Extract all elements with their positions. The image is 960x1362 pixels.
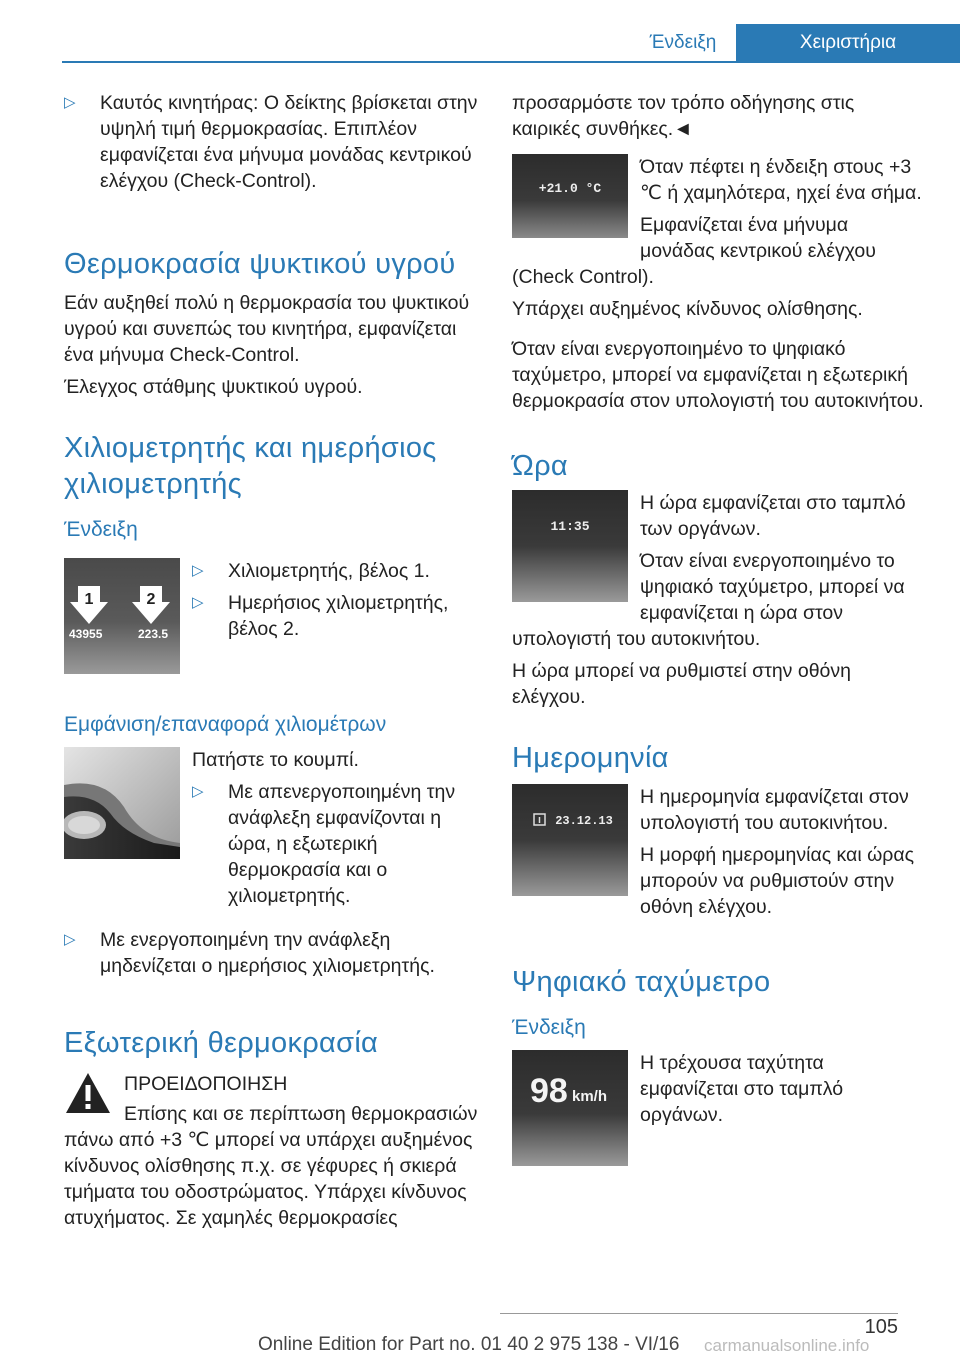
watermark: carmanualsonline.info bbox=[704, 1336, 870, 1355]
page-number: 105 bbox=[864, 1316, 898, 1338]
reset-button-image bbox=[64, 747, 180, 859]
time-figure bbox=[512, 490, 628, 607]
triangle-bullet-icon: ▷ bbox=[192, 783, 204, 800]
temp-text-2: Εμφανίζεται ένα μήνυμα μονάδας κεντρικού ελέγχου (Check Control). bbox=[512, 214, 876, 288]
coolant-text-2: Έλεγχος στάθμης ψυκτικού υγρού. bbox=[64, 376, 363, 398]
bullet-hot-engine: ▷ Καυτός κινητήρας: Ο δείκτης βρίσκεται στην υψηλή τιμή θερμοκρασίας. Επιπλέον εμφανίζεται ένα μήνυμα μονάδας κεντρικού ελέγχου (Check-Control). bbox=[64, 92, 478, 192]
left-column bbox=[64, 90, 478, 1237]
time-text-2: Όταν είναι ενεργοποιημένο το ψηφιακό ταχύμετρο, μπορεί να εμφανίζεται η ώρα στον υπολογιστή του αυτοκινήτου. bbox=[512, 550, 905, 650]
header-tab-controls[interactable]: Χειριστήρια bbox=[736, 24, 960, 62]
continued-text: προσαρμόστε τον τρόπο οδήγησης στις καιρικές συνθήκες.◄ bbox=[512, 92, 855, 140]
date-text-2: Η μορφή ημερομηνίας και ώρας μπορούν να ρυθμιστούν στην οθόνη ελέγχου. bbox=[640, 844, 915, 918]
time-text-1: Η ώρα εμφανίζεται στο ταμπλό των οργάνων. bbox=[640, 492, 906, 540]
temp-figure bbox=[512, 154, 628, 243]
odometer-value: 43955 bbox=[69, 627, 103, 641]
warning-triangle-icon bbox=[64, 1071, 112, 1115]
warning-text: Επίσης και σε περίπτωση θερμοκρασιών πάνω από +3 ℃ μπορεί να υπάρχει αυξημένος κίνδυνος ολίσθησης π.χ. σε γέφυρες ή σκιερά τμήματα του οδοστρώματος. Υπάρχει κίνδυνος ατυχήματος. Σε χαμηλές θερμοκρασίες bbox=[64, 1103, 478, 1229]
bullet-reset-on: ▷ Με ενεργοποιημένη την ανάφλεξη μηδενίζεται ο ημερήσιος χιλιομετρητής. bbox=[64, 929, 435, 977]
heading-coolant: Θερμοκρασία ψυκτικού υγρού bbox=[64, 248, 456, 280]
triangle-bullet-icon: ▷ bbox=[192, 562, 204, 579]
arrow-number-2: 2 bbox=[146, 591, 156, 608]
warning-label: ΠΡΟΕΙΔΟΠΟΙΗΣΗ bbox=[124, 1073, 288, 1095]
speedo-text-1: Η τρέχουσα ταχύτητα εμφανίζεται στο ταμπλό οργάνων. bbox=[640, 1052, 844, 1126]
time-value: 11:35 bbox=[550, 519, 590, 534]
temp-value: +21.0 °C bbox=[538, 181, 602, 196]
heading-time: Ώρα bbox=[512, 450, 568, 482]
arrow-number-1: 1 bbox=[84, 591, 94, 608]
odometer-image bbox=[64, 558, 180, 674]
bullet-trip-odometer: ▷ Ημερήσιος χιλιομετρητής, βέλος 2. bbox=[192, 592, 449, 640]
temp-text-1: Όταν πέφτει η ένδειξη στους +3 ℃ ή χαμηλότερα, ηχεί ένα σήμα. bbox=[640, 156, 922, 204]
date-figure bbox=[512, 784, 628, 901]
reset-button-figure bbox=[64, 747, 180, 864]
footer-rule bbox=[500, 1313, 898, 1314]
heading-date: Ημερομηνία bbox=[512, 742, 669, 774]
page-header bbox=[0, 24, 960, 62]
right-column bbox=[512, 90, 926, 1177]
speed-value: 98 bbox=[530, 1072, 568, 1110]
triangle-bullet-icon: ▷ bbox=[64, 94, 76, 111]
subheading-odometer-display: Ένδειξη bbox=[64, 518, 138, 541]
trip-value: 223.5 bbox=[138, 627, 169, 641]
subheading-speedo-display: Ένδειξη bbox=[512, 1016, 586, 1039]
temp-text-4: Όταν είναι ενεργοποιημένο το ψηφιακό ταχύμετρο, μπορεί να εμφανίζεται η εξωτερική θερμοκρασία στον υπολογιστή του αυτοκινήτου. bbox=[512, 338, 924, 412]
speedo-display-image bbox=[512, 1050, 628, 1166]
triangle-bullet-icon: ▷ bbox=[192, 594, 204, 611]
time-text-3: Η ώρα μπορεί να ρυθμιστεί στην οθόνη ελέγχου. bbox=[512, 660, 851, 708]
bullet-odometer: ▷ Χιλιομετρητής, βέλος 1. bbox=[192, 560, 430, 582]
reset-text-1: Πατήστε το κουμπί. bbox=[192, 749, 359, 771]
time-display-image bbox=[512, 490, 628, 602]
bullet-reset-off: ▷ Με απενεργοποιημένη την ανάφλεξη εμφανίζονται η ώρα, η εξωτερική θερμοκρασία και ο χιλιομετρητής. bbox=[192, 781, 456, 907]
coolant-text-1: Εάν αυξηθεί πολύ η θερμοκρασία του ψυκτικού υγρού και συνεπώς του κινητήρα, εμφανίζεται ένα μήνυμα Check-Control. bbox=[64, 292, 470, 366]
header-tab-index[interactable]: Ένδειξη bbox=[649, 32, 717, 53]
edition-text: Online Edition for Part no. 01 40 2 975 138 - VI/16 bbox=[258, 1334, 680, 1355]
odometer-figure bbox=[64, 558, 180, 679]
speed-unit: km/h bbox=[572, 1088, 608, 1105]
heading-odometer: Χιλιομετρητής και ημερήσιος χιλιομετρητής bbox=[64, 432, 437, 500]
date-value: 23.12.13 bbox=[555, 814, 613, 828]
speedo-figure bbox=[512, 1050, 628, 1171]
date-display-image bbox=[512, 784, 628, 896]
header-rule bbox=[62, 61, 960, 63]
temp-text-3: Υπάρχει αυξημένος κίνδυνος ολίσθησης. bbox=[512, 298, 863, 320]
triangle-bullet-icon: ▷ bbox=[64, 931, 76, 948]
heading-ext-temp: Εξωτερική θερμοκρασία bbox=[64, 1027, 379, 1059]
subheading-reset: Εμφάνιση/επαναφορά χιλιομέτρων bbox=[64, 713, 387, 736]
date-text-1: Η ημερομηνία εμφανίζεται στον υπολογιστή του αυτοκινήτου. bbox=[640, 786, 909, 834]
temp-display-image bbox=[512, 154, 628, 238]
heading-digital-speedo: Ψηφιακό ταχύμετρο bbox=[512, 966, 771, 998]
